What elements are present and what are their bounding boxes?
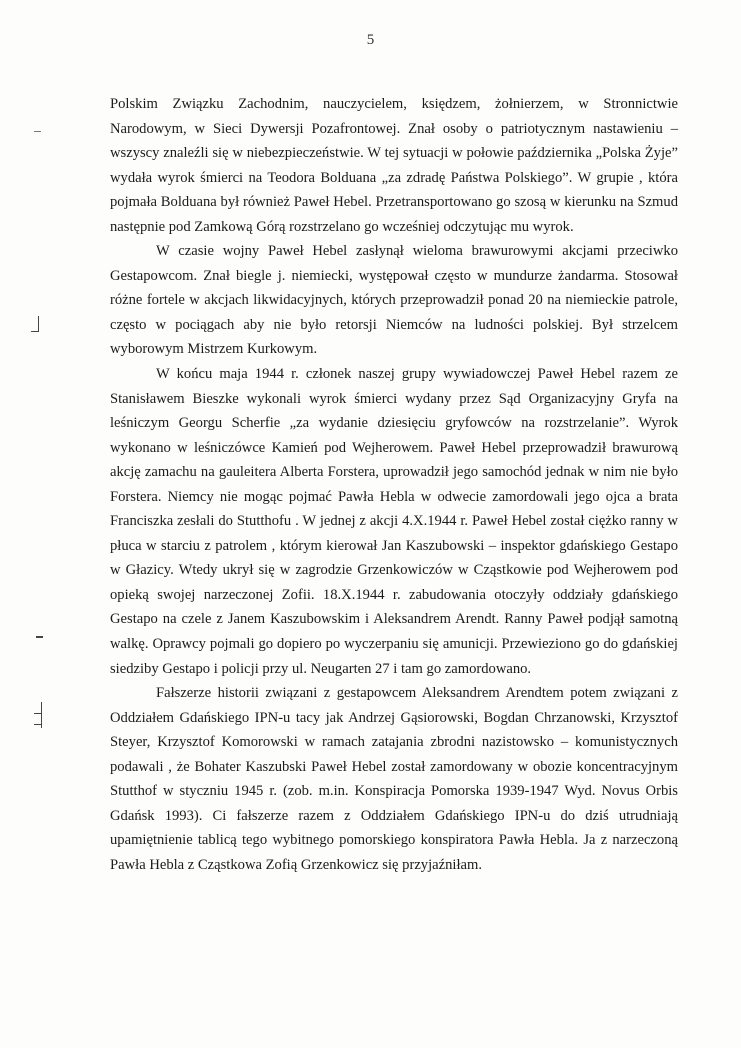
- paragraph-3: W końcu maja 1944 r. członek naszej grupy wywiadowczej Paweł Hebel razem ze Stanisławem Bieszke wykonali wyrok śmierci wydany przez Sąd Organizacyjny Gryfa na leśniczym Georgu Scherfie „za wydanie dziesięciu gryfowców na rozstrzelanie”. Wyrok wykonano w leśniczówce Kamień pod Wejherowem. Paweł Hebel przeprowadził brawurową akcję zamachu na gauleitera Alberta Forstera, uprowadził jego samochód jednak w nim nie było Forstera. Niemcy nie mogąc pojmać Pawła Hebla w odwecie zamordowali jego ojca a brata Franciszka zesłali do Stutthofu . W jednej z akcji 4.X.1944 r. Paweł Hebel został ciężko ranny w płuca w starciu z patrolem , którym kierował Jan Kaszubowski – inspektor gdańskiego Gestapo w Głazicy. Wtedy ukrył się w zagrodzie Grzenkowiczów w Cząstkowie pod Wejherowem pod opieką swojej narzeczonej Zofii. 18.X.1944 r. zabudowania otoczyły oddziały gdańskiego Gestapo na czele z Janem Kaszubowskim i Aleksandrem Arendt. Ranny Paweł podjął samotną walkę. Oprawcy pojmali go dopiero po wyczerpaniu się amunicji. Przewieziono go do gdańskiej siedziby Gestapo i policji przy ul. Neugarten 27 i tam go zamordowano.: [110, 366, 678, 677]
- margin-mark: [38, 316, 39, 332]
- paragraph-4: Fałszerze historii związani z gestapowcem Aleksandrem Arendtem potem związani z Oddziałem Gdańskiego IPN-u tacy jak Andrzej Gąsiorowski, Bogdan Chrzanowski, Krzysztof Steyer, Krzysztof Komorowski w ramach zatajania zbrodni nazistowsko – komunistycznych podawali , że Bohater Kaszubski Paweł Hebel został zamordowany w obozie koncentracyjnym Stutthof w styczniu 1945 r. (zob. m.in. Konspiracja Pomorska 1939-1947 Wyd. Novus Orbis Gdańsk 1993). Ci fałszerze razem z Oddziałem Gdańskiego IPN-u do dziś utrudniają upamiętnienie tablicą tego wybitnego pomorskiego konspiratora Pawła Hebla. Ja z narzeczoną Pawła Hebla z Cząstkowa Zofią Grzenkowicz się przyjaźniłam.: [110, 685, 678, 873]
- paragraph-1: Polskim Związku Zachodnim, nauczycielem, księdzem, żołnierzem, w Stronnictwie Narodowym, w Sieci Dywersji Pozafrontowej. Znał osoby o patriotycznym nastawieniu – wszyscy znaleźli się w niebezpieczeństwie. W tej sytuacji w połowie października „Polska Żyje” wydała wyrok śmierci na Teodora Bolduana „za zdradę Państwa Polskiego”. W grupie , która pojmała Bolduana był również Paweł Hebel. Przetransportowano go szosą w kierunku na Szmud następnie pod Zamkową Górą rozstrzelano go wcześniej odczytując mu wyrok.: [110, 96, 678, 235]
- margin-mark: [34, 131, 41, 132]
- margin-mark: [34, 724, 42, 725]
- page-number: 5: [366, 32, 375, 48]
- paragraph-2: W czasie wojny Paweł Hebel zasłynął wieloma brawurowymi akcjami przeciwko Gestapowcom. Znał biegle j. niemiecki, występował często w mundurze żandarma. Stosował różne fortele w akcjach likwidacyjnych, których przeprowadził ponad 20 na niemieckie patrole, często w pociągach aby nie było retorsji Niemców na ludności polskiej. Był strzelcem wyborowym Mistrzem Kurkowym.: [110, 243, 678, 358]
- document-body: [110, 92, 678, 878]
- margin-mark: [36, 636, 43, 638]
